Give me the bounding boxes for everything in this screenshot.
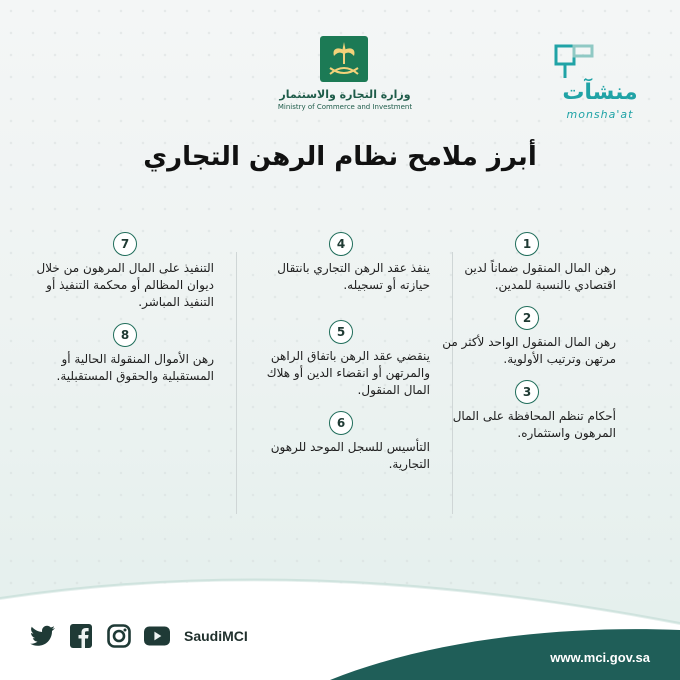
feature-text: التأسيس للسجل الموحد للرهون التجارية. xyxy=(270,440,430,471)
youtube-icon[interactable] xyxy=(144,623,170,649)
feature-number-badge: 3 xyxy=(515,380,539,404)
feature-number-badge: 1 xyxy=(515,232,539,256)
mci-logo xyxy=(270,36,420,120)
feature-number-badge: 8 xyxy=(113,323,137,347)
instagram-icon[interactable] xyxy=(106,623,132,649)
feature-text: رهن الأموال المنقولة الحالية أو المستقبلية والحقوق المستقبلية. xyxy=(56,352,214,383)
feature-text: رهن المال المنقول ضماناً لدين اقتصادي بالنسبة للمدين. xyxy=(464,261,616,292)
feature-number-badge: 2 xyxy=(515,306,539,330)
column-divider xyxy=(236,252,237,514)
feature-item-7 xyxy=(30,232,220,311)
monshaat-mark-icon xyxy=(552,42,598,82)
monshaat-name-english: monsha'at xyxy=(566,108,634,121)
features-column-left xyxy=(30,232,220,397)
website-link[interactable]: www.mci.gov.sa xyxy=(550,650,650,665)
feature-text: التنفيذ على المال المرهون من خلال ديوان المظالم أو محكمة التنفيذ أو التنفيذ المباشر. xyxy=(36,261,214,309)
saudi-emblem-icon xyxy=(320,36,368,82)
monshaat-name-arabic: منشآت xyxy=(562,80,638,105)
feature-text: رهن المال المنقول الواحد لأكثر من مرتهن وترتيب الأولوية. xyxy=(442,335,616,366)
feature-item-6 xyxy=(246,411,436,473)
header xyxy=(0,0,680,130)
twitter-icon[interactable] xyxy=(30,623,56,649)
feature-number-badge: 5 xyxy=(329,320,353,344)
feature-item-2 xyxy=(432,306,622,368)
feature-number-badge: 6 xyxy=(329,411,353,435)
facebook-icon[interactable] xyxy=(68,623,94,649)
feature-item-1 xyxy=(432,232,622,294)
features-column-middle xyxy=(246,232,436,485)
feature-text: ينقضي عقد الرهن باتفاق الراهن والمرتهن أو انقضاء الدين أو هلاك المال المنقول. xyxy=(266,349,430,397)
social-handle[interactable]: SaudiMCI xyxy=(184,628,248,644)
features-column-right xyxy=(432,232,622,454)
monshaat-logo xyxy=(540,40,660,120)
social-links xyxy=(30,622,248,650)
feature-item-8 xyxy=(30,323,220,385)
ministry-name-english: Ministry of Commerce and Investment xyxy=(277,103,413,111)
feature-number-badge: 4 xyxy=(329,232,353,256)
ministry-name-arabic: وزارة التجارة والاستثمار xyxy=(279,88,411,101)
page-title: أبرز ملامح نظام الرهن التجاري xyxy=(143,142,537,172)
feature-item-4 xyxy=(246,232,436,294)
feature-text: أحكام تنظم المحافظة على المال المرهون واستثماره. xyxy=(452,409,616,440)
feature-number-badge: 7 xyxy=(113,232,137,256)
feature-text: ينفذ عقد الرهن التجاري بانتقال حيازته أو تسجيله. xyxy=(277,261,430,292)
feature-item-5 xyxy=(246,320,436,399)
feature-item-3 xyxy=(432,380,622,442)
